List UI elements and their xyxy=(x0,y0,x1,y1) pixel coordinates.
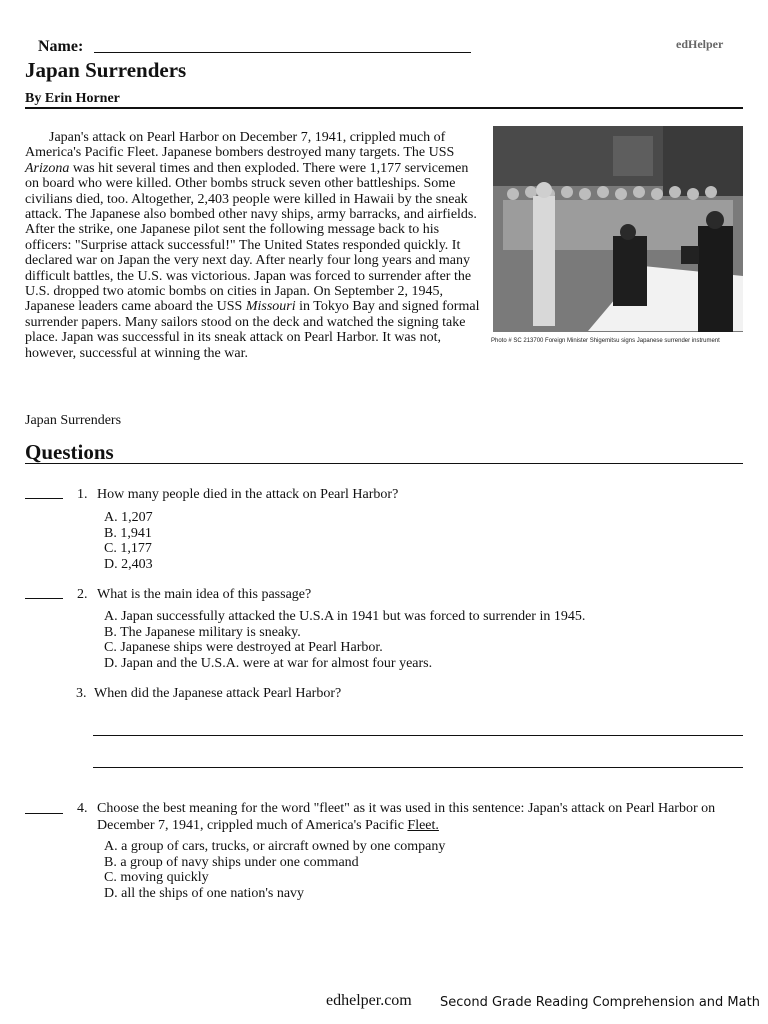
question-number: 4. xyxy=(77,801,88,816)
option-a[interactable]: A. a group of cars, trucks, or aircraft owned by one company xyxy=(104,839,446,854)
options-list xyxy=(104,609,585,671)
ship-name-arizona: Arizona xyxy=(25,160,70,176)
passage-text-2: was hit several times and then exploded. There were 1,177 servicemen on board who were killed. Other bombs struck seven other battleships. Some civilians died, too. Altogether, 2,403 people were killed in Hawaii by the sneak attack. The Japanese also bombed other navy ships, army barracks, and airfields. After the strike, one Japanese pilot sent the following message back to his officers: "Surprise attack successful!" The United States responded quickly. It declared war on Japan the very next day. After nearly four long years and many difficult battles, the U.S. was victorious. Japan was forced to surrender after the U.S. dropped two atomic bombs on cities in Japan. On September 2, 1945, Japanese leaders came aboard the USS xyxy=(25,160,477,315)
question-text xyxy=(97,801,737,834)
surrender-photo xyxy=(491,130,743,352)
answer-line[interactable] xyxy=(93,735,743,736)
question-number: 2. xyxy=(77,587,88,602)
divider xyxy=(25,107,743,109)
option-d[interactable]: D. Japan and the U.S.A. were at war for almost four years. xyxy=(104,655,433,671)
question-text-body: Choose the best meaning for the word "fleet" as it was used in this sentence: Japan's attack on Pearl Harbor on December 7, 1941, crippled much of America's Pacific xyxy=(97,801,716,833)
question-text: What is the main idea of this passage? xyxy=(97,587,312,602)
option-b[interactable]: B. 1,941 xyxy=(104,525,152,541)
byline: By Erin Horner xyxy=(25,91,120,106)
passage-text-3: in Tokyo Bay and signed formal surrender papers. Many sailors stood on the deck and watched the signing take place. Japan was successful in its sneak attack on Pearl Harbor. It was not, however, successful at winning the war. xyxy=(25,299,480,361)
option-c[interactable]: C. Japanese ships were destroyed at Pearl Harbor. xyxy=(104,640,383,655)
option-b[interactable]: B. The Japanese military is sneaky. xyxy=(104,624,301,640)
brand-logo-text: edHelper xyxy=(676,37,724,51)
name-input-line[interactable] xyxy=(94,52,471,53)
reading-passage xyxy=(25,130,743,361)
footer-site: edhelper.com xyxy=(326,992,412,1009)
option-c[interactable]: C. moving quickly xyxy=(104,870,209,885)
photo-caption: Photo # SC 213700 Foreign Minister Shigemitsu signs Japanese surrender instrument xyxy=(491,338,720,344)
ship-name-missouri: Missouri xyxy=(245,299,296,315)
passage-text-1: Japan's attack on Pearl Harbor on December 7, 1941, crippled much of America's Pacific Fleet. Japanese bombers destroyed many targets. The USS xyxy=(25,130,455,161)
footer-tagline: Second Grade Reading Comprehension and Math xyxy=(440,995,760,1010)
divider xyxy=(25,463,743,464)
questions-heading: Questions xyxy=(25,440,114,464)
photo-image xyxy=(493,126,743,332)
option-d[interactable]: D. all the ships of one nation's navy xyxy=(104,885,305,901)
option-d[interactable]: D. 2,403 xyxy=(104,556,153,572)
option-c[interactable]: C. 1,177 xyxy=(104,541,152,556)
option-a[interactable]: A. Japan successfully attacked the U.S.A in 1941 but was forced to surrender in 1945. xyxy=(104,609,586,624)
name-label: Name: xyxy=(38,38,84,55)
answer-blank[interactable] xyxy=(25,813,63,814)
answer-blank[interactable] xyxy=(25,598,63,599)
section-label: Japan Surrenders xyxy=(25,413,122,428)
question-number: 1. xyxy=(77,487,88,502)
page-title: Japan Surrenders xyxy=(25,58,187,82)
answer-line[interactable] xyxy=(93,767,743,768)
option-b[interactable]: B. a group of navy ships under one command xyxy=(104,854,359,870)
options-list xyxy=(104,510,153,572)
question-text: When did the Japanese attack Pearl Harbor? xyxy=(94,686,342,701)
options-list xyxy=(104,839,445,901)
underlined-word: Fleet. xyxy=(407,817,439,833)
option-a[interactable]: A. 1,207 xyxy=(104,510,153,525)
question-number: 3. xyxy=(76,686,87,701)
answer-blank[interactable] xyxy=(25,498,63,499)
question-text: How many people died in the attack on Pearl Harbor? xyxy=(97,487,399,502)
